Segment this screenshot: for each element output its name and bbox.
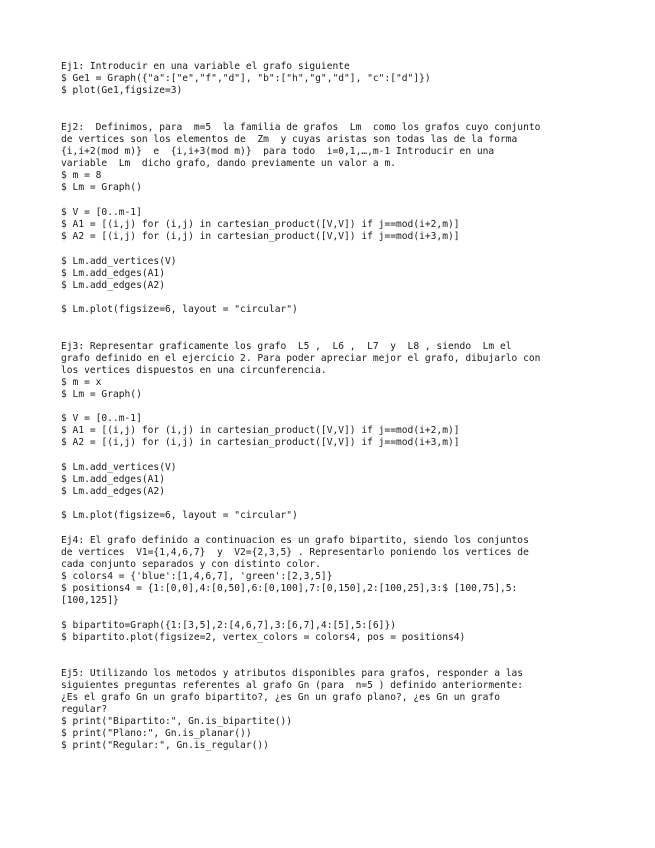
code-line: $ Lm = Graph() bbox=[61, 182, 142, 193]
code-line: $ Lm.add_edges(A2) bbox=[61, 486, 165, 497]
code-line: $ Lm.add_edges(A1) bbox=[61, 474, 165, 485]
text-line: de vertices son los elementos de Zm y cuyas aristas son todas las de la forma bbox=[61, 134, 518, 145]
code-line: $ Lm.add_vertices(V) bbox=[61, 462, 177, 473]
code-line: $ Lm.add_edges(A1) bbox=[61, 268, 165, 279]
code-line: $ V = [0..m-1] bbox=[61, 207, 142, 218]
code-line: $ plot(Ge1,figsize=3) bbox=[61, 85, 183, 96]
text-line: grafo definido en el ejercicio 2. Para poder apreciar mejor el grafo, dibujarlo con bbox=[61, 353, 541, 364]
text-line: los vertices dispuestos en una circunferencia. bbox=[61, 365, 327, 376]
code-line: $ A1 = [(i,j) for (i,j) in cartesian_product([V,V]) if j==mod(i+2,m)] bbox=[61, 425, 460, 436]
code-line: $ m = 8 bbox=[61, 170, 102, 181]
code-line: $ m = x bbox=[61, 377, 102, 388]
text-line: de vertices V1={1,4,6,7} y V2={2,3,5} . Representarlo poniendo los vertices de bbox=[61, 547, 529, 558]
text-line: variable Lm dicho grafo, dando previamente un valor a m. bbox=[61, 158, 397, 169]
code-line: $ Ge1 = Graph({"a":["e","f","d"], "b":["h","g","d"], "c":["d"]}) bbox=[61, 73, 431, 84]
code-line: $ A1 = [(i,j) for (i,j) in cartesian_product([V,V]) if j==mod(i+2,m)] bbox=[61, 219, 460, 230]
code-line: $ print("Plano:", Gn.is_planar()) bbox=[61, 728, 252, 739]
code-line: $ positions4 = {1:[0,0],4:[0,50],6:[0,100],7:[0,150],2:[100,25],3:$ [100,75],5: bbox=[61, 583, 518, 594]
code-line: $ Lm.plot(figsize=6, layout = "circular") bbox=[61, 304, 298, 315]
code-line: $ bipartito.plot(figsize=2, vertex_colors = colors4, pos = positions4) bbox=[61, 632, 466, 643]
code-line: $ Lm = Graph() bbox=[61, 389, 142, 400]
text-line: regular? bbox=[61, 704, 108, 715]
code-line: $ bipartito=Graph({1:[3,5],2:[4,6,7],3:[6,7],4:[5],5:[6]}) bbox=[61, 620, 397, 631]
ej3-heading: Ej3: Representar graficamente los grafo L5 , L6 , L7 y L8 , siendo Lm el bbox=[61, 341, 512, 352]
text-line: cada conjunto separados y con distinto color. bbox=[61, 559, 321, 570]
code-line: $ Lm.add_edges(A2) bbox=[61, 280, 165, 291]
text-line: siguientes preguntas referentes al grafo Gn (para n=5 ) definido anteriormente: bbox=[61, 680, 524, 691]
code-line: $ A2 = [(i,j) for (i,j) in cartesian_product([V,V]) if j==mod(i+3,m)] bbox=[61, 231, 460, 242]
code-line: $ V = [0..m-1] bbox=[61, 413, 142, 424]
code-line: $ colors4 = {'blue':[1,4,6,7], 'green':[2,3,5]} bbox=[61, 571, 333, 582]
text-line: {i,i+2(mod m)} e {i,i+3(mod m)} para todo i=0,1,…,m-1 Introducir en una bbox=[61, 146, 495, 157]
code-line: $ Lm.add_vertices(V) bbox=[61, 256, 177, 267]
code-line: $ print("Bipartito:", Gn.is_bipartite()) bbox=[61, 716, 293, 727]
code-line: $ print("Regular:", Gn.is_regular()) bbox=[61, 740, 269, 751]
code-line: $ Lm.plot(figsize=6, layout = "circular") bbox=[61, 510, 298, 521]
code-line: $ A2 = [(i,j) for (i,j) in cartesian_product([V,V]) if j==mod(i+3,m)] bbox=[61, 437, 460, 448]
ej5-heading: Ej5: Utilizando los metodos y atributos disponibles para grafos, responder a las bbox=[61, 668, 524, 679]
code-line: [100,125]} bbox=[61, 595, 119, 606]
ej4-heading: Ej4: El grafo definido a continuacion es un grafo bipartito, siendo los conjuntos bbox=[61, 535, 529, 546]
text-line: ¿Es el grafo Gn un grafo bipartito?, ¿es Gn un grafo plano?, ¿es Gn un grafo bbox=[61, 692, 500, 703]
ej1-heading: Ej1: Introducir en una variable el grafo siguiente bbox=[61, 61, 350, 72]
ej2-heading: Ej2: Definimos, para m=5 la familia de grafos Lm como los grafos cuyo conjunto bbox=[61, 122, 541, 133]
